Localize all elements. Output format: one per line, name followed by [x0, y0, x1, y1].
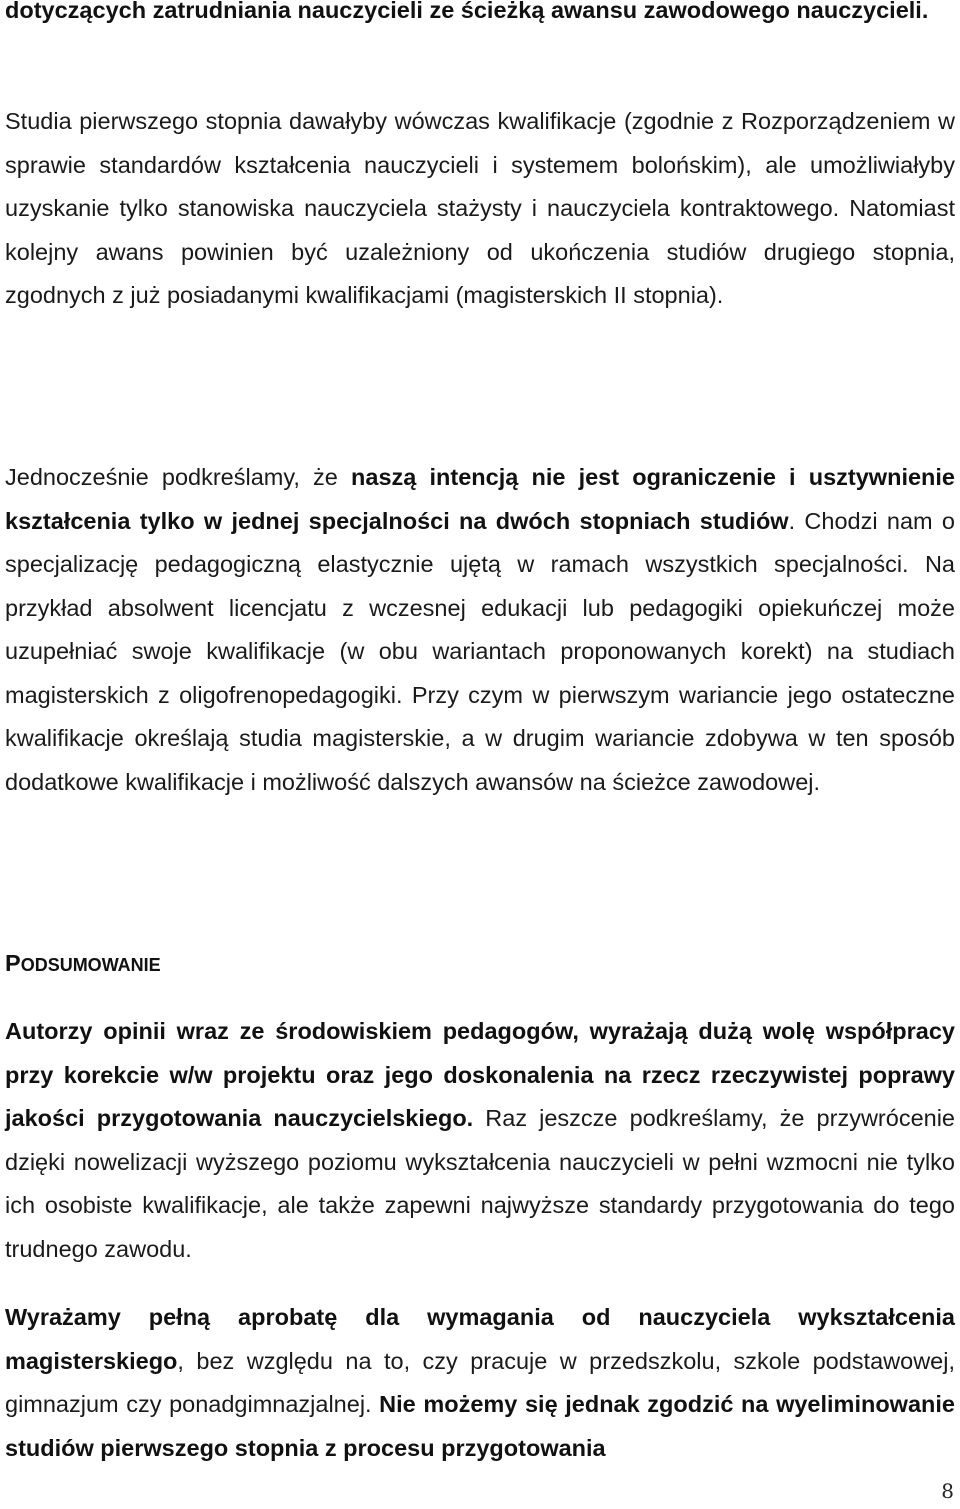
paragraph-3 [5, 456, 955, 804]
paragraph-5-bold-2: Nie możemy się jednak zgodzić na wyeliminowanie studiów pierwszego stopnia z procesu przygotowania [5, 1391, 955, 1461]
paragraph-3-text-2: . Chodzi nam o specjalizację pedagogiczną elastycznie ujętą w ramach wszystkich specjalności. Na przykład absolwent licencjatu z wczesnej edukacji lub pedagogiki opiekuńczej może uzupełniać swoje kwalifikacje (w obu wariantach proponowanych korekt) na studiach magisterskich z oligofrenopedagogiki. Przy czym w pierwszym wariancie jego ostateczne kwalifikacje określają studia magisterskie, a w drugim wariancie zdobywa w ten sposób dodatkowe kwalifikacje i możliwość dalszych awansów na ścieżce zawodowej. [5, 507, 955, 795]
paragraph-5-bold-1: Wyrażamy pełną aprobatę dla wymagania od nauczyciela wykształcenia magisterskiego [5, 1304, 955, 1374]
paragraph-3-text-1: Jednocześnie podkreślamy, że [5, 464, 352, 490]
section-heading [5, 942, 161, 988]
paragraph-2 [5, 100, 955, 318]
paragraph-2-text: Studia pierwszego stopnia dawałyby wówczas kwalifikacje (zgodnie z Rozporządzeniem w sprawie standardów kształcenia nauczycieli i systemem bolońskim), ale umożliwiałyby uzyskanie tylko stanowiska nauczyciela stażysty i nauczyciela kontraktowego. Natomiast kolejny awans powinien być uzależniony od ukończenia studiów drugiego stopnia, zgodnych z już posiadanymi kwalifikacjami (magisterskich II stopnia). [5, 108, 955, 308]
paragraph-5-text: , bez względu na to, czy pracuje w przedszkolu, szkole podstawowej, gimnazjum czy ponadgimnazjalnej. [5, 1347, 955, 1417]
paragraph-4-text: Raz jeszcze podkreślamy, że przywrócenie dzięki nowelizacji wyższego poziomu wykształcenia nauczycieli w pełni wzmocni nie tylko ich osobiste kwalifikacje, ale także zapewni najwyższe standardy przygotowania do tego trudnego zawodu. [5, 1105, 955, 1262]
section-heading-rest: ODSUMOWANIE [20, 955, 161, 975]
paragraph-5 [5, 1296, 955, 1470]
paragraph-3-bold: naszą intencją nie jest ograniczenie i usztywnienie kształcenia tylko w jednej specjalności na dwóch stopniach studiów [5, 464, 955, 534]
page-number: 8 [941, 1479, 954, 1503]
paragraph-1-bold: dotyczących zatrudniania nauczycieli ze ścieżką awansu zawodowego nauczycieli. [5, 0, 929, 23]
section-heading-initial: P [5, 950, 21, 976]
paragraph-4 [5, 1010, 955, 1271]
paragraph-1 [5, 0, 955, 33]
paragraph-4-bold: Autorzy opinii wraz ze środowiskiem pedagogów, wyrażają dużą wolę współpracy przy korekcie w/w projektu oraz jego doskonalenia na rzecz rzeczywistej poprawy jakości przygotowania nauczycielskiego. [5, 1018, 955, 1131]
